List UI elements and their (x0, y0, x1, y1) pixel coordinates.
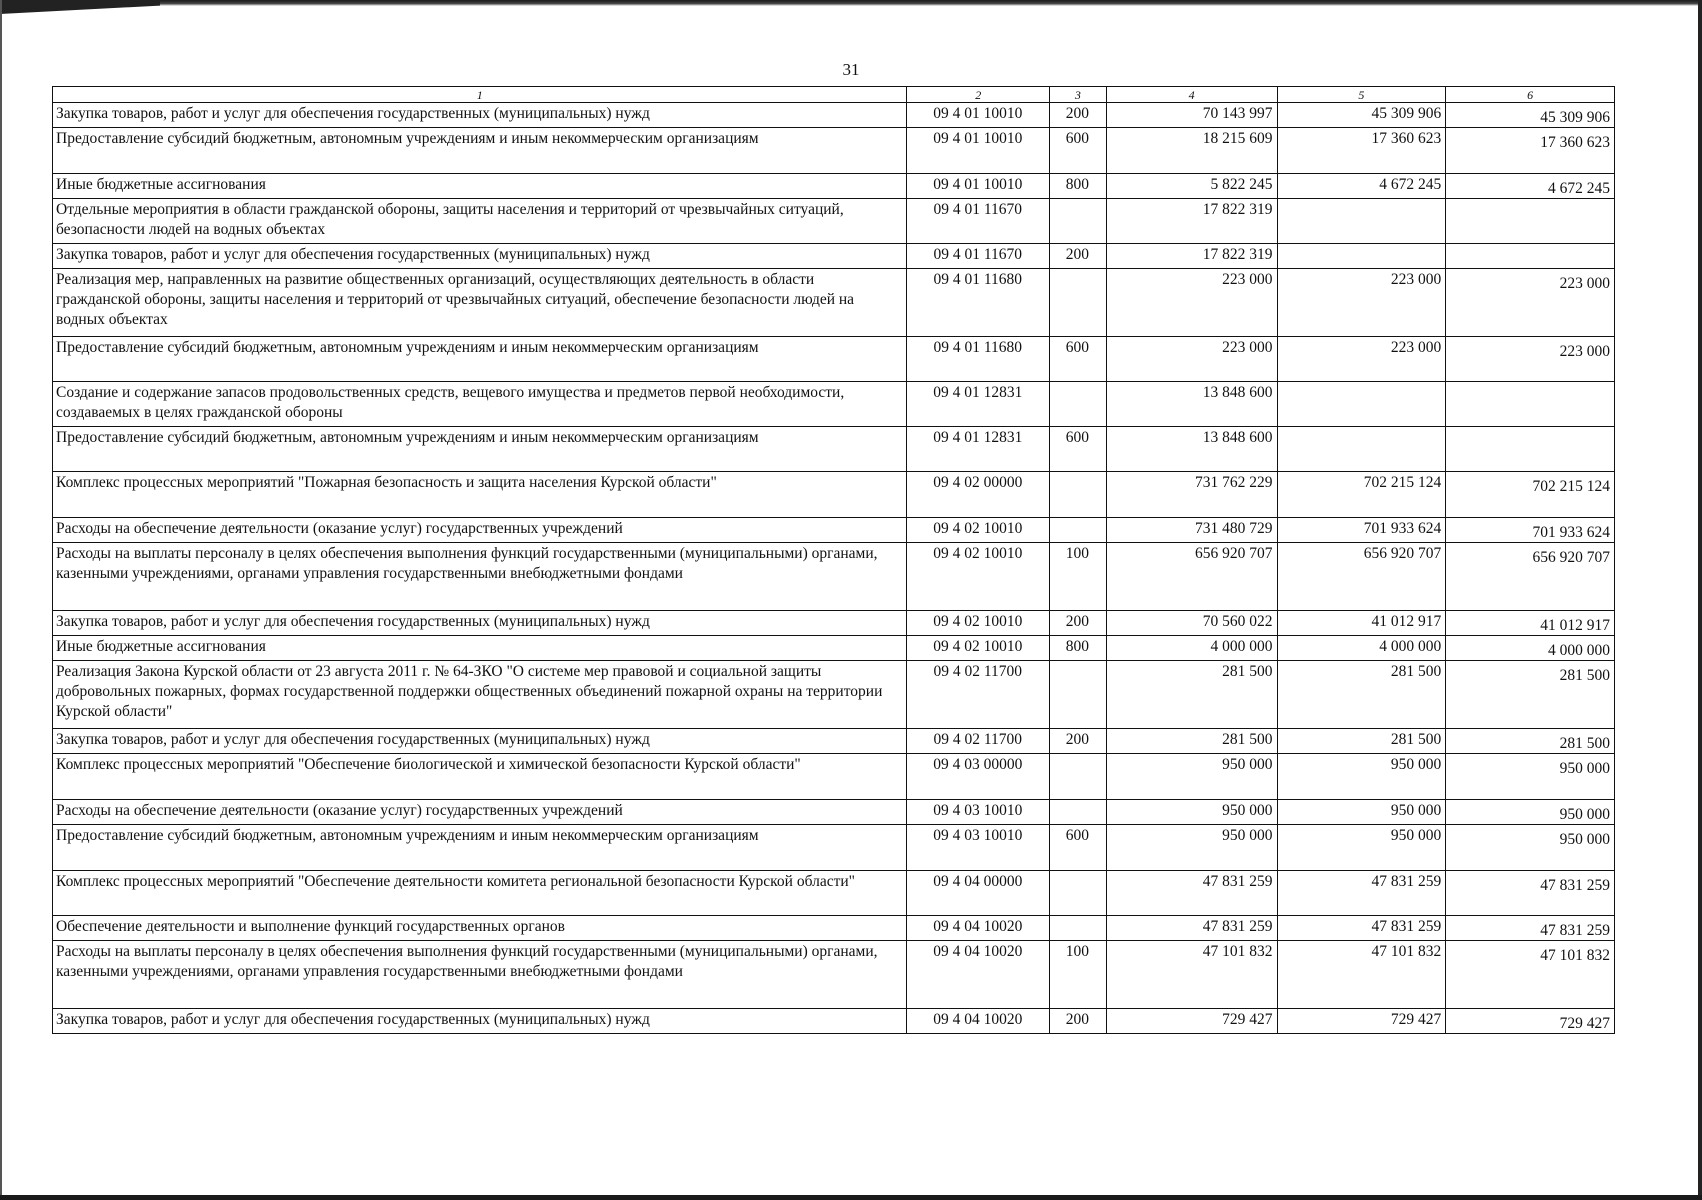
row-name-cell: Комплекс процессных мероприятий "Пожарная безопасность и защита населения Курской области" (53, 472, 907, 518)
row-value-cell: 731 762 229 (1106, 472, 1277, 518)
row-value-cell: 729 427 (1446, 1009, 1615, 1034)
row-name-cell: Предоставление субсидий бюджетным, автономным учреждениям и иным некоммерческим организациям (53, 128, 907, 174)
row-code-cell: 09 4 02 10010 (907, 611, 1050, 636)
row-type-cell: 800 (1050, 174, 1107, 199)
table-row (53, 244, 1615, 269)
row-code-cell: 09 4 01 11670 (907, 244, 1050, 269)
table-row (53, 518, 1615, 543)
row-type-cell (1050, 754, 1107, 800)
row-code-cell: 09 4 04 00000 (907, 871, 1050, 916)
column-number: 4 (1106, 87, 1277, 103)
row-type-cell: 200 (1050, 729, 1107, 754)
row-value-cell: 223 000 (1446, 337, 1615, 382)
table-body (53, 87, 1615, 1034)
row-value-cell: 950 000 (1446, 754, 1615, 800)
row-name-cell: Предоставление субсидий бюджетным, автономным учреждениям и иным некоммерческим организациям (53, 337, 907, 382)
row-value-cell: 47 101 832 (1446, 941, 1615, 1009)
table-row (53, 1009, 1615, 1034)
row-code-cell: 09 4 03 10010 (907, 825, 1050, 871)
row-type-cell: 600 (1050, 825, 1107, 871)
row-name-cell: Закупка товаров, работ и услуг для обеспечения государственных (муниципальных) нужд (53, 1009, 907, 1034)
row-type-cell (1050, 871, 1107, 916)
column-number: 5 (1277, 87, 1446, 103)
row-type-cell (1050, 661, 1107, 729)
row-value-cell: 701 933 624 (1277, 518, 1446, 543)
row-type-cell: 200 (1050, 611, 1107, 636)
row-type-cell: 100 (1050, 543, 1107, 611)
row-type-cell (1050, 199, 1107, 244)
row-name-cell: Иные бюджетные ассигнования (53, 174, 907, 199)
scan-edge-left (0, 0, 2, 1200)
row-code-cell: 09 4 02 11700 (907, 729, 1050, 754)
row-value-cell: 223 000 (1446, 269, 1615, 337)
row-code-cell: 09 4 04 10020 (907, 916, 1050, 941)
table-row (53, 427, 1615, 472)
row-value-cell: 702 215 124 (1446, 472, 1615, 518)
table-row (53, 269, 1615, 337)
table-row (53, 661, 1615, 729)
table-row (53, 103, 1615, 128)
row-code-cell: 09 4 03 00000 (907, 754, 1050, 800)
row-value-cell (1277, 427, 1446, 472)
column-number: 1 (53, 87, 907, 103)
row-code-cell: 09 4 04 10020 (907, 941, 1050, 1009)
column-number: 3 (1050, 87, 1107, 103)
row-type-cell: 600 (1050, 128, 1107, 174)
column-number: 2 (907, 87, 1050, 103)
row-value-cell: 950 000 (1277, 825, 1446, 871)
row-name-cell: Реализация Закона Курской области от 23 августа 2011 г. № 64-ЗКО "О системе мер правовой и социальной защиты добровольных пожарных, формах государственной поддержки общественных объединений пожарной охраны на территории Курской области" (53, 661, 907, 729)
row-value-cell (1277, 199, 1446, 244)
row-value-cell: 950 000 (1106, 800, 1277, 825)
row-value-cell: 5 822 245 (1106, 174, 1277, 199)
row-type-cell: 100 (1050, 941, 1107, 1009)
row-name-cell: Закупка товаров, работ и услуг для обеспечения государственных (муниципальных) нужд (53, 103, 907, 128)
row-code-cell: 09 4 01 11680 (907, 337, 1050, 382)
row-value-cell: 4 000 000 (1106, 636, 1277, 661)
scan-edge-right (1698, 0, 1702, 1200)
row-type-cell (1050, 800, 1107, 825)
row-value-cell: 702 215 124 (1277, 472, 1446, 518)
row-type-cell (1050, 382, 1107, 427)
row-value-cell: 47 101 832 (1106, 941, 1277, 1009)
row-value-cell: 47 831 259 (1446, 871, 1615, 916)
table-row (53, 916, 1615, 941)
row-code-cell: 09 4 01 12831 (907, 427, 1050, 472)
row-name-cell: Предоставление субсидий бюджетным, автономным учреждениям и иным некоммерческим организациям (53, 825, 907, 871)
row-value-cell: 4 000 000 (1446, 636, 1615, 661)
row-value-cell: 41 012 917 (1446, 611, 1615, 636)
row-value-cell: 41 012 917 (1277, 611, 1446, 636)
row-value-cell: 17 822 319 (1106, 199, 1277, 244)
row-value-cell: 223 000 (1106, 269, 1277, 337)
table-row (53, 174, 1615, 199)
table-row (53, 941, 1615, 1009)
table-row (53, 611, 1615, 636)
row-type-cell: 200 (1050, 1009, 1107, 1034)
row-value-cell: 950 000 (1446, 825, 1615, 871)
row-code-cell: 09 4 03 10010 (907, 800, 1050, 825)
row-value-cell: 950 000 (1106, 754, 1277, 800)
row-value-cell: 729 427 (1277, 1009, 1446, 1034)
row-name-cell: Расходы на обеспечение деятельности (оказание услуг) государственных учреждений (53, 800, 907, 825)
row-value-cell: 701 933 624 (1446, 518, 1615, 543)
row-type-cell: 800 (1050, 636, 1107, 661)
row-value-cell: 18 215 609 (1106, 128, 1277, 174)
row-code-cell: 09 4 01 10010 (907, 174, 1050, 199)
row-code-cell: 09 4 04 10020 (907, 1009, 1050, 1034)
row-name-cell: Обеспечение деятельности и выполнение функций государственных органов (53, 916, 907, 941)
row-value-cell: 47 831 259 (1277, 916, 1446, 941)
row-value-cell: 17 822 319 (1106, 244, 1277, 269)
row-value-cell: 47 831 259 (1446, 916, 1615, 941)
row-value-cell: 47 831 259 (1106, 916, 1277, 941)
table-row (53, 128, 1615, 174)
row-value-cell (1446, 427, 1615, 472)
row-name-cell: Расходы на обеспечение деятельности (оказание услуг) государственных учреждений (53, 518, 907, 543)
row-name-cell: Создание и содержание запасов продовольственных средств, вещевого имущества и предметов первой необходимости, создаваемых в целях гражданской обороны (53, 382, 907, 427)
row-value-cell: 656 920 707 (1106, 543, 1277, 611)
row-value-cell: 17 360 623 (1446, 128, 1615, 174)
row-value-cell: 47 101 832 (1277, 941, 1446, 1009)
row-code-cell: 09 4 01 11670 (907, 199, 1050, 244)
row-name-cell: Комплекс процессных мероприятий "Обеспечение биологической и химической безопасности Курской области" (53, 754, 907, 800)
row-name-cell: Иные бюджетные ассигнования (53, 636, 907, 661)
table-row (53, 636, 1615, 661)
table-row (53, 543, 1615, 611)
row-value-cell: 281 500 (1106, 661, 1277, 729)
row-value-cell: 950 000 (1446, 800, 1615, 825)
row-value-cell (1446, 382, 1615, 427)
row-value-cell (1446, 199, 1615, 244)
row-value-cell: 4 672 245 (1446, 174, 1615, 199)
row-value-cell: 281 500 (1277, 729, 1446, 754)
row-value-cell: 17 360 623 (1277, 128, 1446, 174)
row-value-cell: 281 500 (1446, 729, 1615, 754)
row-name-cell: Комплекс процессных мероприятий "Обеспечение деятельности комитета региональной безопасности Курской области" (53, 871, 907, 916)
table-row (53, 825, 1615, 871)
row-value-cell: 70 143 997 (1106, 103, 1277, 128)
row-value-cell: 45 309 906 (1446, 103, 1615, 128)
row-type-cell: 600 (1050, 337, 1107, 382)
row-type-cell (1050, 472, 1107, 518)
row-code-cell: 09 4 02 10010 (907, 636, 1050, 661)
page-number: 31 (842, 60, 860, 79)
row-code-cell: 09 4 02 10010 (907, 518, 1050, 543)
row-type-cell (1050, 916, 1107, 941)
table-row (53, 871, 1615, 916)
row-code-cell: 09 4 01 11680 (907, 269, 1050, 337)
row-type-cell (1050, 269, 1107, 337)
table-row (53, 729, 1615, 754)
scan-edge-bottom (0, 1195, 1702, 1200)
row-value-cell: 13 848 600 (1106, 427, 1277, 472)
row-value-cell: 4 672 245 (1277, 174, 1446, 199)
row-value-cell: 281 500 (1277, 661, 1446, 729)
row-value-cell (1277, 382, 1446, 427)
row-value-cell: 4 000 000 (1277, 636, 1446, 661)
row-value-cell: 223 000 (1277, 269, 1446, 337)
row-code-cell: 09 4 02 11700 (907, 661, 1050, 729)
scan-edge-shadow (0, 0, 160, 14)
row-type-cell (1050, 518, 1107, 543)
row-name-cell: Расходы на выплаты персоналу в целях обеспечения выполнения функций государственными (муниципальными) органами, казенными учреждениями, органами управления государственными внебюджетными фондами (53, 941, 907, 1009)
row-value-cell (1446, 244, 1615, 269)
table-row (53, 754, 1615, 800)
row-type-cell: 200 (1050, 103, 1107, 128)
row-name-cell: Закупка товаров, работ и услуг для обеспечения государственных (муниципальных) нужд (53, 611, 907, 636)
row-value-cell (1277, 244, 1446, 269)
scan-edge-top (0, 0, 1702, 6)
row-value-cell: 45 309 906 (1277, 103, 1446, 128)
row-code-cell: 09 4 01 10010 (907, 103, 1050, 128)
row-value-cell: 281 500 (1446, 661, 1615, 729)
row-value-cell: 70 560 022 (1106, 611, 1277, 636)
row-code-cell: 09 4 01 12831 (907, 382, 1050, 427)
row-name-cell: Закупка товаров, работ и услуг для обеспечения государственных (муниципальных) нужд (53, 729, 907, 754)
column-number: 6 (1446, 87, 1615, 103)
row-value-cell: 47 831 259 (1106, 871, 1277, 916)
table-row (53, 337, 1615, 382)
row-value-cell: 47 831 259 (1277, 871, 1446, 916)
row-code-cell: 09 4 02 00000 (907, 472, 1050, 518)
row-name-cell: Расходы на выплаты персоналу в целях обеспечения выполнения функций государственными (муниципальными) органами, казенными учреждениями, органами управления государственными внебюджетными фондами (53, 543, 907, 611)
row-value-cell: 950 000 (1277, 754, 1446, 800)
row-code-cell: 09 4 01 10010 (907, 128, 1050, 174)
row-value-cell: 281 500 (1106, 729, 1277, 754)
row-value-cell: 731 480 729 (1106, 518, 1277, 543)
row-value-cell: 950 000 (1277, 800, 1446, 825)
column-number-row (53, 87, 1615, 103)
row-value-cell: 13 848 600 (1106, 382, 1277, 427)
budget-table (52, 86, 1615, 1034)
row-name-cell: Отдельные мероприятия в области гражданской обороны, защиты населения и территорий от чрезвычайных ситуаций, безопасности людей на водных объектах (53, 199, 907, 244)
row-value-cell: 223 000 (1277, 337, 1446, 382)
row-name-cell: Закупка товаров, работ и услуг для обеспечения государственных (муниципальных) нужд (53, 244, 907, 269)
table-row (53, 199, 1615, 244)
table-row (53, 472, 1615, 518)
table-row (53, 800, 1615, 825)
row-code-cell: 09 4 02 10010 (907, 543, 1050, 611)
row-value-cell: 656 920 707 (1277, 543, 1446, 611)
row-value-cell: 950 000 (1106, 825, 1277, 871)
row-name-cell: Реализация мер, направленных на развитие общественных организаций, осуществляющих деятельность в области гражданской обороны, защиты населения и территорий от чрезвычайных ситуаций, обеспечение безопасности людей на водных объектах (53, 269, 907, 337)
row-value-cell: 223 000 (1106, 337, 1277, 382)
row-type-cell: 200 (1050, 244, 1107, 269)
table-row (53, 382, 1615, 427)
row-value-cell: 656 920 707 (1446, 543, 1615, 611)
row-type-cell: 600 (1050, 427, 1107, 472)
row-name-cell: Предоставление субсидий бюджетным, автономным учреждениям и иным некоммерческим организациям (53, 427, 907, 472)
row-value-cell: 729 427 (1106, 1009, 1277, 1034)
